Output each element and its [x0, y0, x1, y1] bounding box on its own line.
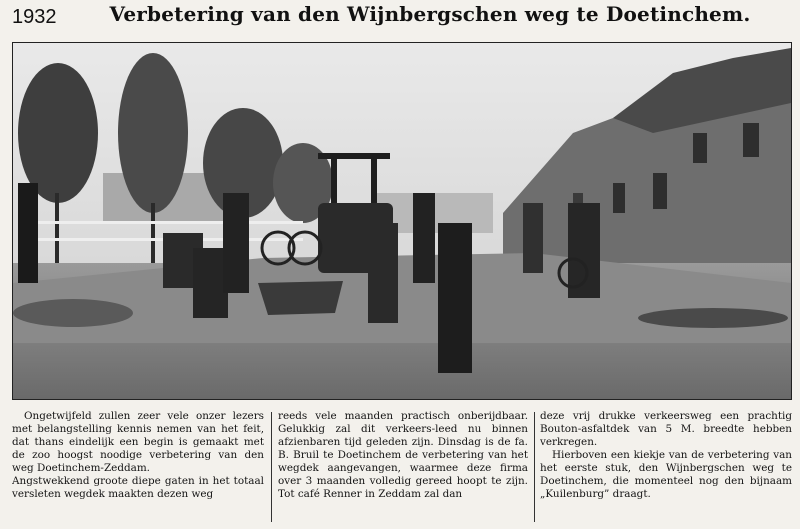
- paragraph: reeds vele maanden practisch onberijdbaar. Gelukkig zal dit verkeers-leed nu binnen afzienbaren tijd geleden zijn. Dinsdag is de fa. B. Bruil te Doetinchem de verbetering van het wegdek aangevangen, waarmee deze firma over 3 maanden volledig gereed hoopt te zijn. Tot café Renner in Zeddam zal dan: [278, 410, 528, 500]
- article-column-3: [540, 410, 792, 524]
- paragraph: Hierboven een kiekje van de verbetering van het eerste stuk, den Wijnbergschen weg te Doetinchem, die momenteel nog den bijnaam „Kuilenburg” draagt.: [540, 449, 792, 500]
- headline: Verbetering van den Wijnbergschen weg te Doetinchem.: [109, 2, 751, 26]
- year-label: 1932: [12, 6, 57, 28]
- paragraph: Angstwekkend groote diepe gaten in het totaal versleten wegdek maakten dezen weg: [12, 475, 264, 500]
- road-works-photo: [12, 42, 792, 400]
- article-column-2: [278, 410, 528, 524]
- column-rule: [271, 412, 272, 522]
- article-body: [12, 410, 792, 524]
- article-column-1: [12, 410, 264, 524]
- column-rule: [534, 412, 535, 522]
- paragraph: deze vrij drukke verkeersweg een prachtig Bouton-asfaltdek van 5 M. breedte hebben verkregen.: [540, 410, 792, 448]
- paragraph: Ongetwijfeld zullen zeer vele onzer lezers met belangstelling kennis nemen van het feit, dat thans eindelijk een begin is gemaakt met de zoo hoogst noodige verbetering van den weg Doetinchem-Zeddam.: [12, 410, 264, 474]
